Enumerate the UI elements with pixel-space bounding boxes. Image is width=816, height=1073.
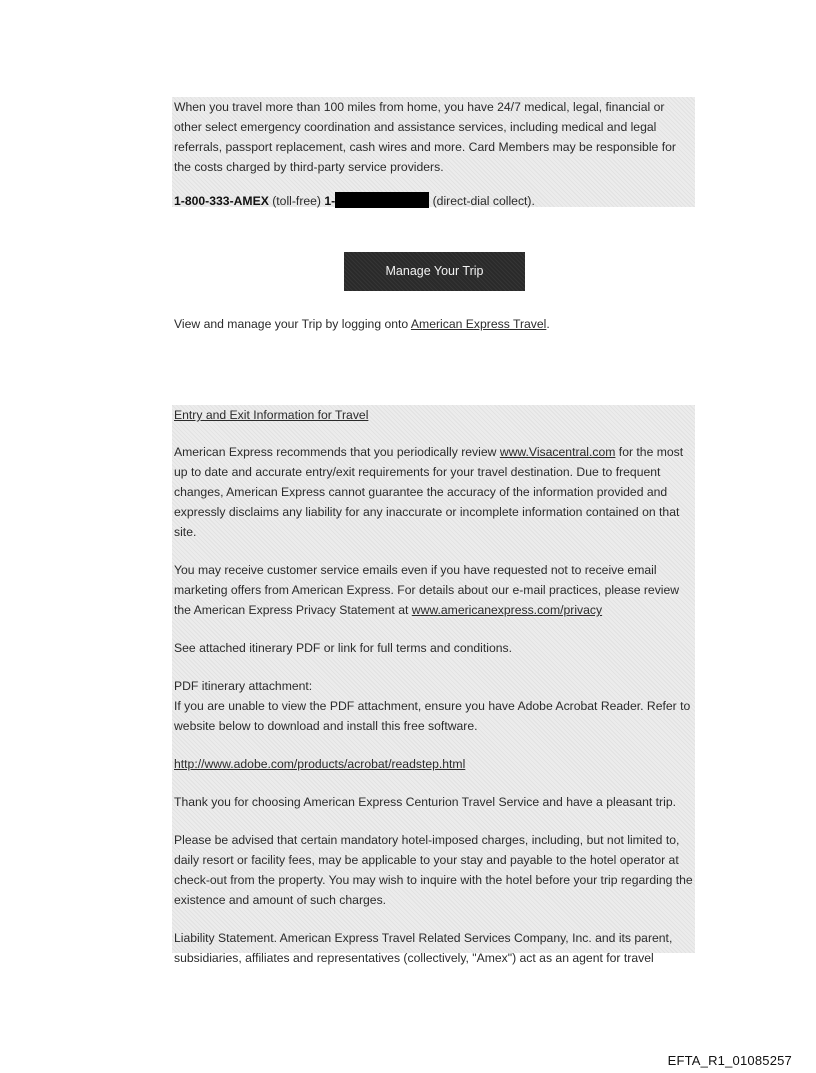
terms-paragraph: See attached itinerary PDF or link for full terms and conditions. [174, 641, 513, 655]
phone-collect-prefix: 1- [324, 194, 336, 208]
privacy-paragraph [172, 560, 695, 620]
hotel-charges-paragraph: Please be advised that certain mandatory hotel-imposed charges, including, but not limited to, daily resort or facility fees, may be applicable to your stay and payable to the hotel operator at check-out from the property. You may wish to inquire with the hotel before your trip regarding the existence and amount of such charges. [174, 833, 693, 907]
visacentral-paragraph [172, 442, 695, 542]
entry-exit-heading [172, 405, 695, 425]
privacy-text: You may receive customer service emails even if you have requested not to receive email marketing offers from American Express. For details about our e-mail practices, please review the American Express Privacy Statement at [174, 563, 680, 617]
phone-tollfree-number: 1-800-333-AMEX [174, 194, 269, 208]
manage-your-trip-button[interactable]: Manage Your Trip [344, 252, 525, 291]
phone-tollfree-label: (toll-free) [268, 194, 325, 208]
adobe-reader-link[interactable]: http://www.adobe.com/products/acrobat/readstep.html [174, 757, 466, 771]
pdf-attachment-body: If you are unable to view the PDF attachment, ensure you have Adobe Acrobat Reader. Refer to website below to download and install this free software. [174, 699, 691, 733]
redaction-box [335, 192, 429, 208]
liability-statement-paragraph: Liability Statement. American Express Travel Related Services Company, Inc. and its parent, subsidiaries, affiliates and representatives (collectively, "Amex") act as an agent for travel [174, 931, 673, 965]
view-manage-prefix: View and manage your Trip by logging onto [174, 317, 411, 331]
entry-exit-info-section [172, 405, 695, 965]
phone-collect-label: (direct-dial collect). [429, 194, 535, 208]
visacentral-text-after: for the most up to date and accurate entry/exit requirements for your travel destination. Due to frequent changes, American Express cannot guarantee the accuracy of the information provided and expressly disclaims any liability for any inaccurate or incomplete information contained on that site. [174, 445, 684, 539]
pdf-attachment-title: PDF itinerary attachment: [174, 679, 313, 693]
adobe-link-line [172, 754, 695, 774]
document-id: EFTA_R1_01085257 [667, 1053, 792, 1068]
privacy-link[interactable]: www.americanexpress.com/privacy [411, 603, 603, 617]
emergency-assistance-section [172, 97, 695, 207]
american-express-travel-link[interactable]: American Express Travel [410, 317, 547, 331]
assistance-phone-line [172, 191, 695, 211]
thank-you-paragraph: Thank you for choosing American Express Centurion Travel Service and have a pleasant trip. [174, 795, 676, 809]
visacentral-text-before: American Express recommends that you periodically review [174, 445, 500, 459]
assistance-paragraph: When you travel more than 100 miles from home, you have 24/7 medical, legal, financial or other select emergency coordination and assistance services, including medical and legal referrals, passport replacement, cash wires and more. Card Members may be responsible for the costs charged by third-party service providers. [174, 100, 676, 174]
view-manage-trip-text [174, 314, 694, 334]
entry-exit-heading-link[interactable]: Entry and Exit Information for Travel [174, 408, 369, 422]
view-manage-period: . [546, 317, 550, 331]
visacentral-link[interactable]: www.Visacentral.com [499, 445, 616, 459]
